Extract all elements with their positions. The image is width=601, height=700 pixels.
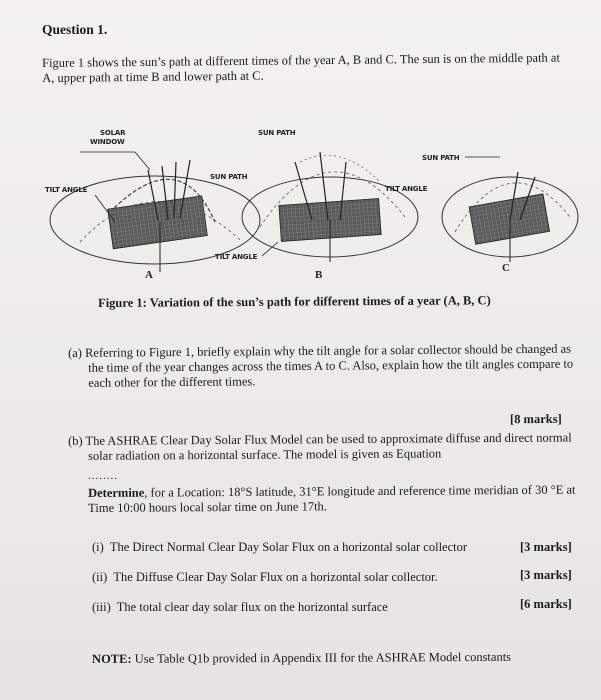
diagram-b	[215, 129, 428, 281]
note	[92, 650, 511, 667]
diagram-letter-b: B	[315, 269, 323, 281]
sun-path-label-a: SUN PATH	[210, 173, 248, 181]
solar-window-label-2: WINDOW	[90, 138, 125, 146]
sub-question-label: (i)	[92, 540, 104, 554]
diagram-c	[422, 154, 578, 274]
question-intro: Figure 1 shows the sun’s path at different times of the year A, B and C. The sun is on the middle path at A, upper path at time B and lower path at C.	[42, 50, 560, 85]
sub-question-marks: [6 marks]	[520, 597, 572, 611]
equation-placeholder-dots: ........	[88, 470, 118, 482]
sun-path-label-b: SUN PATH	[258, 129, 296, 137]
sub-question-marks: [3 marks]	[520, 568, 572, 582]
sub-question-label: (iii)	[92, 600, 111, 614]
tilt-angle-label-b: TILT ANGLE	[215, 253, 258, 261]
sub-question-label: (ii)	[92, 570, 108, 584]
figure-1	[40, 122, 580, 292]
part-b-label: (b)	[68, 433, 83, 448]
note-prefix: NOTE:	[92, 651, 132, 666]
sub-question-iii	[92, 600, 388, 615]
part-a-marks: [8 marks]	[509, 411, 562, 427]
part-a-text: Referring to Figure 1, briefly explain why the tilt angle for a solar collector should be changed as the time of the year changes across the times A to C. Also, explain how the tilt angles compare to each other for the different times.	[84, 341, 574, 390]
sub-question-i	[92, 540, 467, 555]
diagram-letter-c: C	[502, 262, 510, 274]
sun-path-diagram	[40, 122, 580, 292]
figure-caption: Figure 1: Variation of the sun’s path for different times of a year (A, B, C)	[98, 293, 491, 310]
solar-window-label-1: SOLAR	[100, 129, 126, 137]
sub-question-text: The Direct Normal Clear Day Solar Flux on a horizontal solar collector	[109, 540, 468, 554]
note-text: Use Table Q1b provided in Appendix III for the ASHRAE Model constants	[131, 649, 512, 666]
determine-rest: , for a Location: 18°S latitude, 31°E longitude and reference time meridian of 30 °E at Time 10:00 hours local solar time on June 17th.	[88, 482, 576, 515]
sun-path-label-c: SUN PATH	[422, 154, 460, 162]
tilt-angle-label-a: TILT ANGLE	[45, 186, 88, 194]
sub-question-ii	[92, 570, 438, 585]
diagram-letter-a: A	[145, 269, 153, 281]
sub-question-text: The Diffuse Clear Day Solar Flux on a horizontal solar collector.	[113, 570, 438, 584]
tilt-angle-label-b2: TILT ANGLE	[385, 185, 428, 193]
sub-question-text: The total clear day solar flux on the horizontal surface	[116, 600, 388, 614]
part-a	[68, 342, 573, 391]
part-b-text: The ASHRAE Clear Day Solar Flux Model can be used to approximate diffuse and direct normal solar radiation on a horizontal surface. The model is given as Equation	[85, 430, 572, 463]
determine-statement	[88, 483, 578, 516]
part-a-label: (a)	[68, 345, 82, 360]
sub-question-marks: [3 marks]	[520, 540, 572, 554]
question-title: Question 1.	[42, 22, 108, 37]
determine-word: Determine	[88, 485, 145, 500]
part-b	[68, 430, 573, 464]
